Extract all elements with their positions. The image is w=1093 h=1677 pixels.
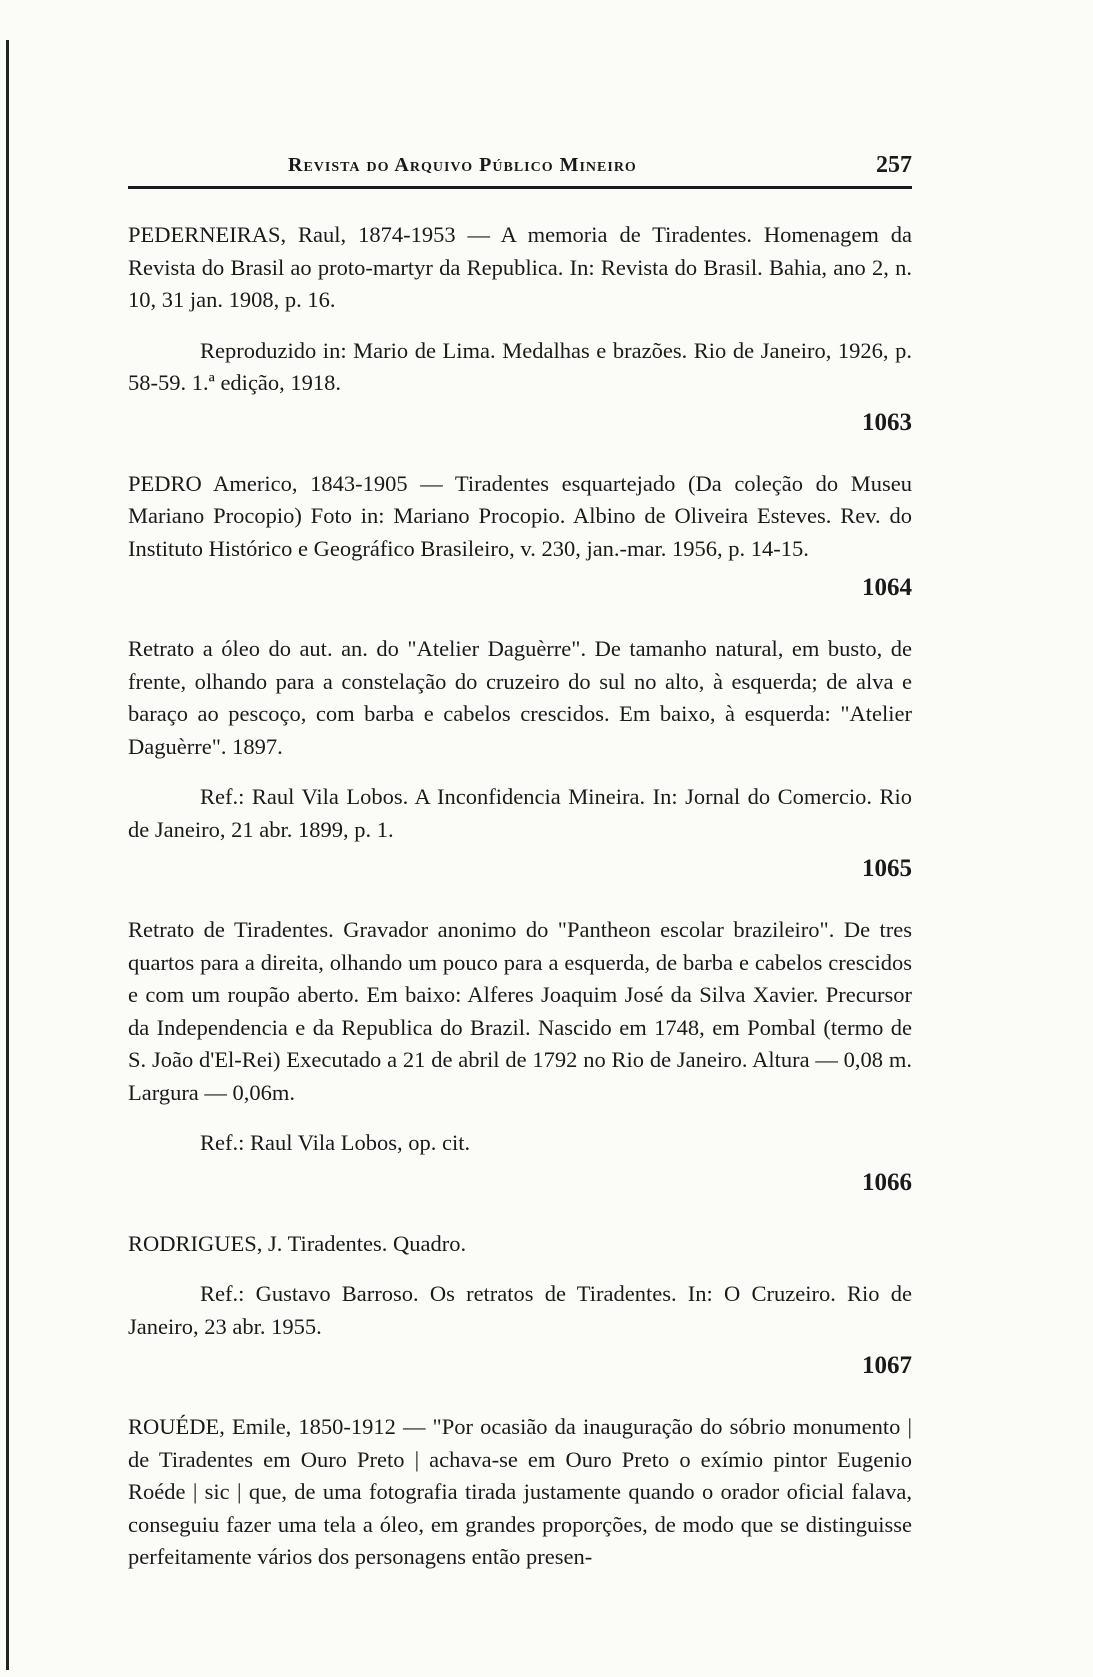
entries-list xyxy=(128,219,912,1574)
running-title: Revista do Arquivo Público Mineiro xyxy=(288,154,637,176)
entry-number: 1063 xyxy=(862,408,912,436)
entry-paragraph: ROUÉDE, Emile, 1850-1912 — "Por ocasião da inauguração do sóbrio monumento | de Tiradentes em Ouro Preto | achava-se em Ouro Preto o exímio pintor Eugenio Roéde | sic | que, de uma fotografia tirada justamente quando o orador oficial falava, conseguiu fazer uma tela a óleo, em grandes proporções, de modo que se distinguisse perfeitamente vários dos personagens então presen- xyxy=(128,1414,912,1569)
entry-paragraph: Retrato de Tiradentes. Gravador anonimo do "Pantheon escolar brazileiro". De tres quartos para a direita, olhando um pouco para a esquerda, de barba e cabelos crescidos e com um roupão aberto. Em baixo: Alferes Joaquim José da Silva Xavier. Precursor da Independencia e da Republica do Brazil. Nascido em 1748, em Pombal (termo de S. João d'El-Rei) Executado a 21 de abril de 1792 no Rio de Janeiro. Altura — 0,08 m. Largura — 0,06m. xyxy=(128,917,912,1105)
entry-paragraph: RODRIGUES, J. Tiradentes. Quadro. xyxy=(128,1230,467,1256)
entry-paragraph: PEDERNEIRAS, Raul, 1874-1953 — A memoria de Tiradentes. Homenagem da Revista do Brasil ao proto-martyr da Republica. In: Revista do Brasil. Bahia, ano 2, n. 10, 31 jan. 1908, p. 16. xyxy=(128,222,912,312)
entry-reference: Ref.: Raul Vila Lobos. A Inconfidencia Mineira. In: Jornal do Comercio. Rio de Janeiro, 21 abr. 1899, p. 1. xyxy=(128,784,912,842)
document-page xyxy=(128,150,912,1574)
entry-reference: Ref.: Raul Vila Lobos, op. cit. xyxy=(200,1130,471,1155)
entry-number: 1066 xyxy=(862,1168,912,1196)
entry-reference: Reproduzido in: Mario de Lima. Medalhas e brazões. Rio de Janeiro, 1926, p. 58-59. 1.ª edição, 1918. xyxy=(128,337,912,395)
page-number: 257 xyxy=(876,152,912,178)
page-header xyxy=(128,150,912,189)
entry-paragraph: PEDRO Americo, 1843-1905 — Tiradentes esquartejado (Da coleção do Museu Mariano Procopio) Foto in: Mariano Procopio. Albino de Oliveira Esteves. Rev. do Instituto Histórico e Geográfico Brasileiro, v. 230, jan.-mar. 1956, p. 14-15. xyxy=(128,470,912,561)
entry-paragraph: Retrato a óleo do aut. an. do "Atelier Daguèrre". De tamanho natural, em busto, de frente, olhando para a constelação do cruzeiro do sul no alto, à esquerda; de alva e baraço ao pescoço, com barba e cabelos crescidos. Em baixo, à esquerda: "Atelier Daguèrre". 1897. xyxy=(128,636,912,759)
entry-reference: Ref.: Gustavo Barroso. Os retratos de Tiradentes. In: O Cruzeiro. Rio de Janeiro, 23 abr. 1955. xyxy=(128,1281,912,1339)
entry-number: 1065 xyxy=(862,855,912,882)
entry-number: 1067 xyxy=(862,1352,912,1379)
scan-edge-rule xyxy=(6,40,9,1670)
entry-number: 1064 xyxy=(862,574,912,601)
